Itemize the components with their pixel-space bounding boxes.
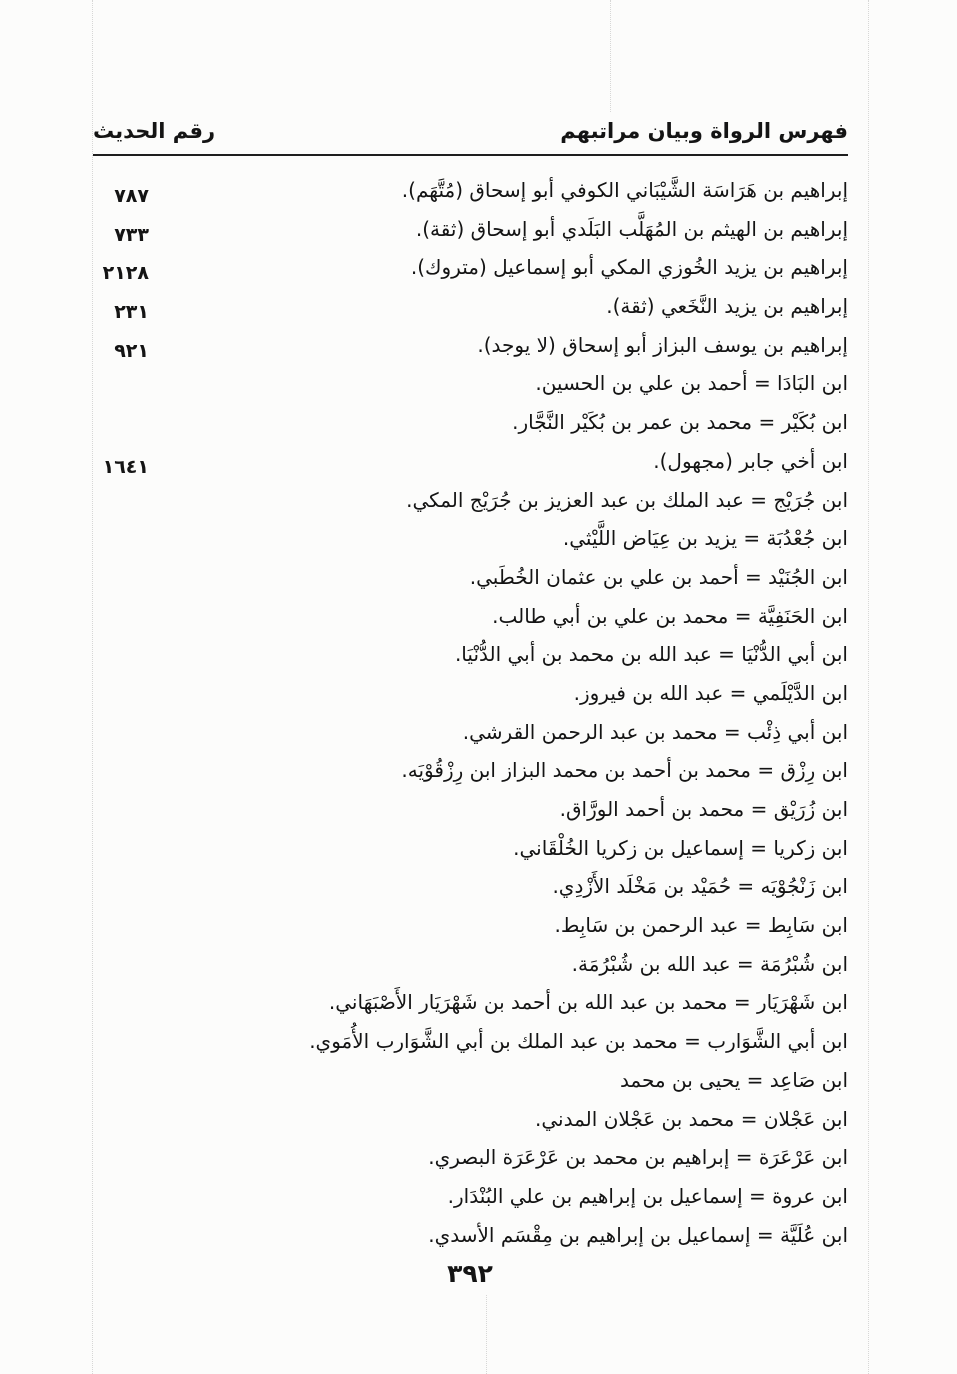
index-entry bbox=[93, 481, 848, 520]
index-entry bbox=[93, 983, 848, 1022]
entry-text: ابن زَنْجُوْيَه = حُمَيْد بن مَخْلَد الأَزْدِي. bbox=[552, 874, 848, 899]
scan-artifact-line bbox=[868, 0, 869, 1374]
index-entry bbox=[93, 945, 848, 984]
entry-text: ابن جُرَيْج = عبد الملك بن عبد العزيز بن جُرَيْج المكي. bbox=[406, 487, 848, 512]
entry-text: ابن عروة = إسماعيل بن إبراهيم بن علي البُنْدَار. bbox=[447, 1183, 848, 1208]
entry-text: إبراهيم بن هَرَاسَة الشَّيْبَاني الكوفي أبو إسحاق (مُتَّهَم). bbox=[401, 178, 848, 202]
page-number: ٣٩٢ bbox=[447, 1259, 493, 1288]
entry-text: ابن صَاعِد = يحيى بن محمد bbox=[619, 1067, 848, 1092]
entry-text: ابن عُلَيَّة = إسماعيل بن إبراهيم بن مِقْسَم الأسدي. bbox=[428, 1222, 848, 1247]
number-column-label: رقم الحديث bbox=[93, 119, 216, 143]
index-entry bbox=[93, 1138, 848, 1177]
hadith-number: ٩٢١ bbox=[114, 339, 149, 362]
index-entry bbox=[93, 558, 848, 597]
index-entry bbox=[93, 1216, 848, 1255]
index-entry bbox=[93, 906, 848, 945]
header-rule bbox=[93, 154, 848, 156]
index-entry bbox=[93, 171, 848, 210]
index-entry bbox=[93, 713, 848, 752]
entry-text: ابن البَادَا = أحمد بن علي بن الحسين. bbox=[535, 371, 848, 396]
index-entry bbox=[93, 326, 848, 365]
entry-text: ابن شَهْرَيَار = محمد بن عبد الله بن أحمد بن شَهْرَيَار الأَصْبَهَاني. bbox=[328, 990, 848, 1015]
index-entry bbox=[93, 1100, 848, 1139]
index-entry bbox=[93, 1061, 848, 1100]
index-entry bbox=[93, 790, 848, 829]
narrator-index-list bbox=[93, 171, 848, 1254]
hadith-number: ٢٣١ bbox=[114, 301, 149, 324]
index-entry bbox=[93, 519, 848, 558]
entry-text: ابن زكريا = إسماعيل بن زكريا الخُلْقَاني. bbox=[513, 835, 848, 860]
index-entry bbox=[93, 287, 848, 326]
index-entry bbox=[93, 751, 848, 790]
entry-text: ابن عَرْعَرَة = إبراهيم بن محمد بن عَرْعَرَة البصري. bbox=[428, 1145, 848, 1170]
entry-text: ابن زُرَيْق = محمد بن أحمد الورَّاق. bbox=[559, 797, 848, 821]
entry-text: ابن جُعْدُبَة = يزيد بن عِيَاض اللَّيْثي. bbox=[562, 526, 848, 551]
entry-text: ابن رِزْق = محمد بن أحمد بن محمد البزاز ابن رِزْقُوْيَه. bbox=[401, 758, 848, 783]
entry-text: ابن سَابِط = عبد الرحمن بن سَابِط. bbox=[554, 913, 848, 938]
index-entry bbox=[93, 364, 848, 403]
scan-artifact-line bbox=[486, 1295, 487, 1374]
entry-text: إبراهيم بن يزيد الخُوزي المكي أبو إسماعيل (متروك). bbox=[410, 255, 848, 280]
entry-text: ابن الحَنَفِيَّة = محمد بن علي بن أبي طالب. bbox=[492, 603, 848, 628]
index-entry bbox=[93, 248, 848, 287]
index-entry bbox=[93, 210, 848, 249]
index-entry bbox=[93, 867, 848, 906]
scan-artifact-line bbox=[610, 0, 611, 112]
index-entry bbox=[93, 1177, 848, 1216]
hadith-number: ١٦٤١ bbox=[102, 455, 149, 478]
entry-text: إبراهيم بن يوسف البزاز أبو إسحاق (لا يوجد). bbox=[477, 332, 848, 357]
entry-text: ابن شُبْرُمَة = عبد الله بن شُبْرُمَة. bbox=[571, 951, 848, 976]
entry-text: ابن أبي ذِئْب = محمد بن عبد الرحمن القرشي. bbox=[462, 719, 848, 744]
index-entry bbox=[93, 442, 848, 481]
index-entry bbox=[93, 674, 848, 713]
page-header bbox=[93, 113, 848, 149]
entry-text: ابن أبي الدُّنْيَا = عبد الله بن محمد بن أبي الدُّنْيَا. bbox=[454, 642, 848, 667]
entry-text: إبراهيم بن يزيد النَّخَعي (ثقة). bbox=[606, 294, 848, 319]
hadith-number: ٧٨٧ bbox=[114, 185, 149, 207]
index-entry bbox=[93, 597, 848, 636]
hadith-number: ٧٣٣ bbox=[114, 223, 149, 246]
page-title: فهرس الرواة وبيان مراتبهم bbox=[560, 119, 848, 143]
index-entry bbox=[93, 829, 848, 868]
entry-text: ابن الدَّيْلَمي = عبد الله بن فيروز. bbox=[573, 680, 848, 705]
index-entry bbox=[93, 1022, 848, 1061]
entry-text: إبراهيم بن الهيثم بن المُهَلَّب البَلَدي أبو إسحاق (ثقة). bbox=[415, 216, 848, 241]
entry-text: ابن عَجْلان = محمد بن عَجْلان المدني. bbox=[535, 1106, 848, 1131]
hadith-number: ٢١٢٨ bbox=[102, 262, 149, 285]
entry-text: ابن الجُنَيْد = أحمد بن علي بن عثمان الخُطَبي. bbox=[469, 564, 848, 589]
entry-text: ابن أخي جابر (مجهول). bbox=[653, 448, 848, 473]
entry-text: ابن أبي الشَّوَارب = محمد بن عبد الملك بن أبي الشَّوَارب الأُمَوي. bbox=[309, 1029, 848, 1054]
index-entry bbox=[93, 403, 848, 442]
index-entry bbox=[93, 635, 848, 674]
entry-text: ابن بُكَيْر = محمد بن عمر بن بُكَيْر النَّجَّار. bbox=[512, 410, 848, 435]
